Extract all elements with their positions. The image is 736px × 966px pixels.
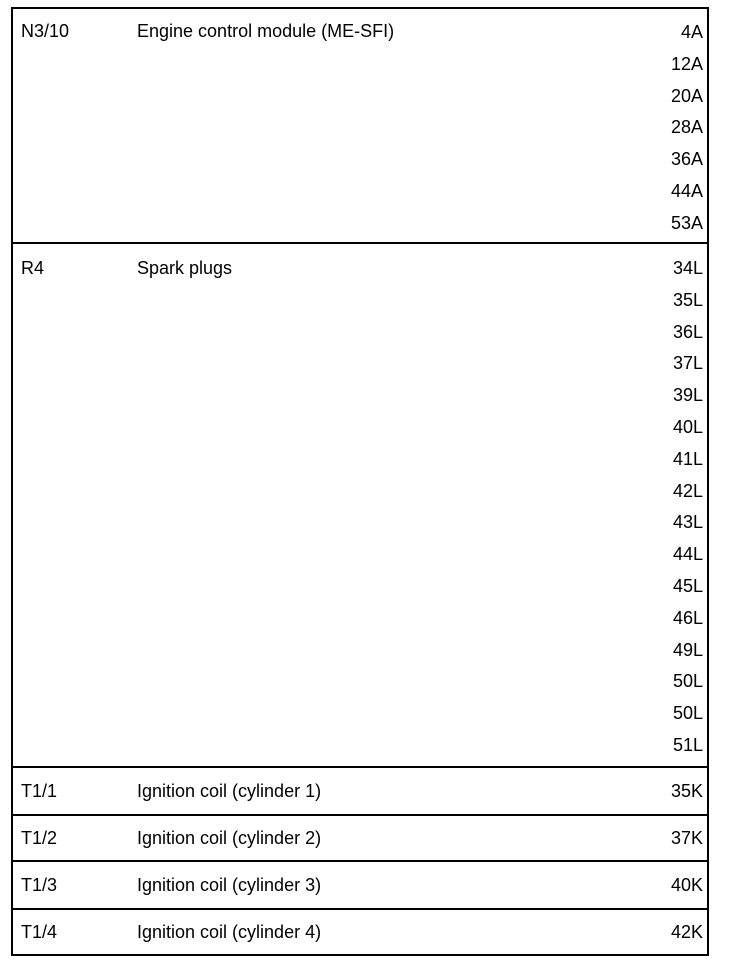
component-code: R4 xyxy=(21,258,45,278)
component-description: Ignition coil (cylinder 4) xyxy=(137,922,322,942)
location-code: 42K xyxy=(670,922,703,942)
location-code: 50L xyxy=(672,703,703,724)
table-row-t1-4 xyxy=(11,908,709,956)
location-code: 49L xyxy=(672,639,703,660)
location-list xyxy=(671,823,703,855)
location-code: 46L xyxy=(672,607,703,628)
location-code: 42L xyxy=(672,480,703,501)
component-description: Ignition coil (cylinder 2) xyxy=(137,828,322,848)
location-code: 28A xyxy=(670,117,703,138)
location-list xyxy=(671,776,703,808)
table-row-r4 xyxy=(11,242,709,768)
location-code: 20A xyxy=(670,85,703,106)
component-description: Ignition coil (cylinder 1) xyxy=(137,781,322,801)
location-code: 41L xyxy=(672,448,703,469)
location-code: 53A xyxy=(670,212,703,233)
table-row-t1-3 xyxy=(11,860,709,910)
component-location-table xyxy=(11,7,709,956)
location-list xyxy=(671,917,703,949)
location-code: 39L xyxy=(672,385,703,406)
location-code: 12A xyxy=(670,53,703,74)
component-code: T1/2 xyxy=(21,828,58,848)
location-code: 43L xyxy=(672,512,703,533)
location-code: 50L xyxy=(672,671,703,692)
component-code: T1/4 xyxy=(21,922,58,942)
location-code: 34L xyxy=(672,258,703,278)
location-code: 45L xyxy=(672,575,703,596)
location-code: 4A xyxy=(680,22,703,42)
component-description: Spark plugs xyxy=(137,258,233,278)
location-list xyxy=(671,870,703,902)
component-description: Engine control module (ME-SFI) xyxy=(137,21,395,41)
location-code: 37L xyxy=(672,353,703,374)
component-code: T1/1 xyxy=(21,781,58,801)
location-code: 51L xyxy=(672,734,703,755)
component-code: N3/10 xyxy=(21,21,70,41)
location-code: 40L xyxy=(672,416,703,437)
location-code: 35K xyxy=(670,781,703,801)
location-code: 40K xyxy=(670,875,703,895)
table-row-t1-2 xyxy=(11,814,709,862)
location-code: 44A xyxy=(670,180,703,201)
location-code: 36A xyxy=(670,149,703,170)
table-row-n3-10 xyxy=(11,7,709,244)
location-code: 44L xyxy=(672,544,703,565)
table-row-t1-1 xyxy=(11,766,709,816)
location-list xyxy=(671,17,703,240)
component-description: Ignition coil (cylinder 3) xyxy=(137,875,322,895)
location-code: 37K xyxy=(670,828,703,848)
location-code: 35L xyxy=(672,289,703,310)
component-code: T1/3 xyxy=(21,875,58,895)
location-list xyxy=(673,253,703,762)
location-code: 36L xyxy=(672,321,703,342)
